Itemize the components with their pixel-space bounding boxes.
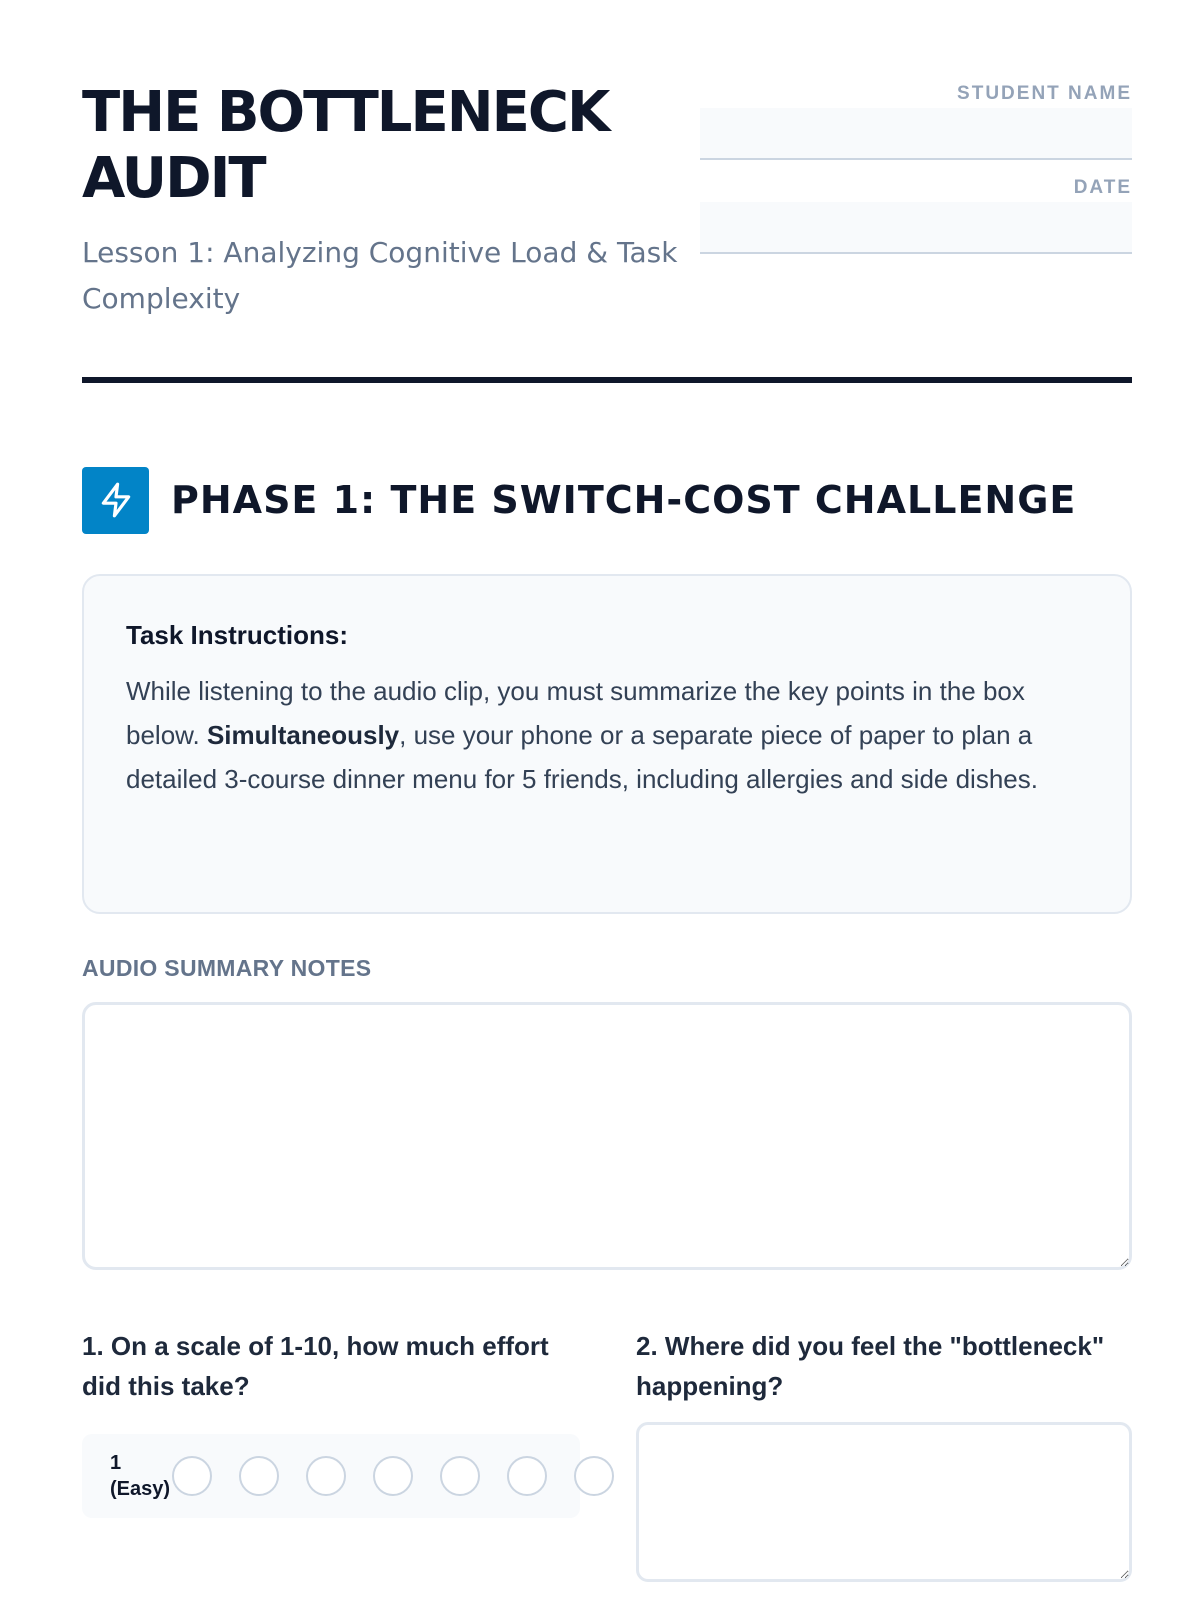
scale-option-7[interactable]	[507, 1456, 547, 1496]
instructions-emphasis: Simultaneously	[206, 720, 400, 750]
header-divider	[82, 377, 1132, 383]
scale-option-5[interactable]	[373, 1456, 413, 1496]
student-name-label: STUDENT NAME	[957, 83, 1132, 104]
date-label: DATE	[1073, 177, 1132, 198]
question-effort	[82, 1326, 582, 1500]
scale-option-4[interactable]	[306, 1456, 346, 1496]
audio-summary-notes-input[interactable]	[82, 1002, 1132, 1270]
page-title: THE BOTTLENECK AUDIT	[82, 80, 609, 211]
page-subtitle: Lesson 1: Analyzing Cognitive Load & Task Complexity	[82, 236, 678, 315]
instructions-body	[126, 669, 1088, 801]
question-bottleneck	[636, 1326, 1132, 1406]
effort-scale	[82, 1434, 580, 1518]
scale-option-3[interactable]	[239, 1456, 279, 1496]
phase-title: PHASE 1: THE SWITCH-COST CHALLENGE	[171, 478, 1077, 522]
scale-min-label: 1 (Easy)	[110, 1452, 171, 1500]
instructions-heading: Task Instructions:	[126, 620, 349, 650]
scale-option-2[interactable]	[172, 1456, 212, 1496]
bottleneck-answer-input[interactable]	[636, 1422, 1132, 1582]
phase-heading	[82, 466, 1132, 534]
task-instructions-card	[82, 574, 1132, 914]
question-effort-text: 1. On a scale of 1-10, how much effort did this take?	[82, 1331, 549, 1401]
worksheet-header	[82, 80, 1132, 320]
instructions-text-start: While listening to the audio clip, you must summarize the key points in the box below.	[126, 676, 1025, 750]
notes-label: AUDIO SUMMARY NOTES	[82, 955, 372, 981]
lightning-icon	[82, 467, 149, 534]
scale-option-6[interactable]	[440, 1456, 480, 1496]
student-info-fields	[700, 80, 1132, 268]
student-name-field[interactable]	[700, 108, 1132, 160]
date-field[interactable]	[700, 202, 1132, 254]
scale-option-8[interactable]	[574, 1456, 614, 1496]
question-bottleneck-text: 2. Where did you feel the "bottleneck" happening?	[636, 1331, 1105, 1401]
instructions-text-end: , use your phone or a separate piece of paper to plan a detailed 3-course dinner menu for 5 friends, including allergies and side dishes.	[126, 720, 1038, 794]
